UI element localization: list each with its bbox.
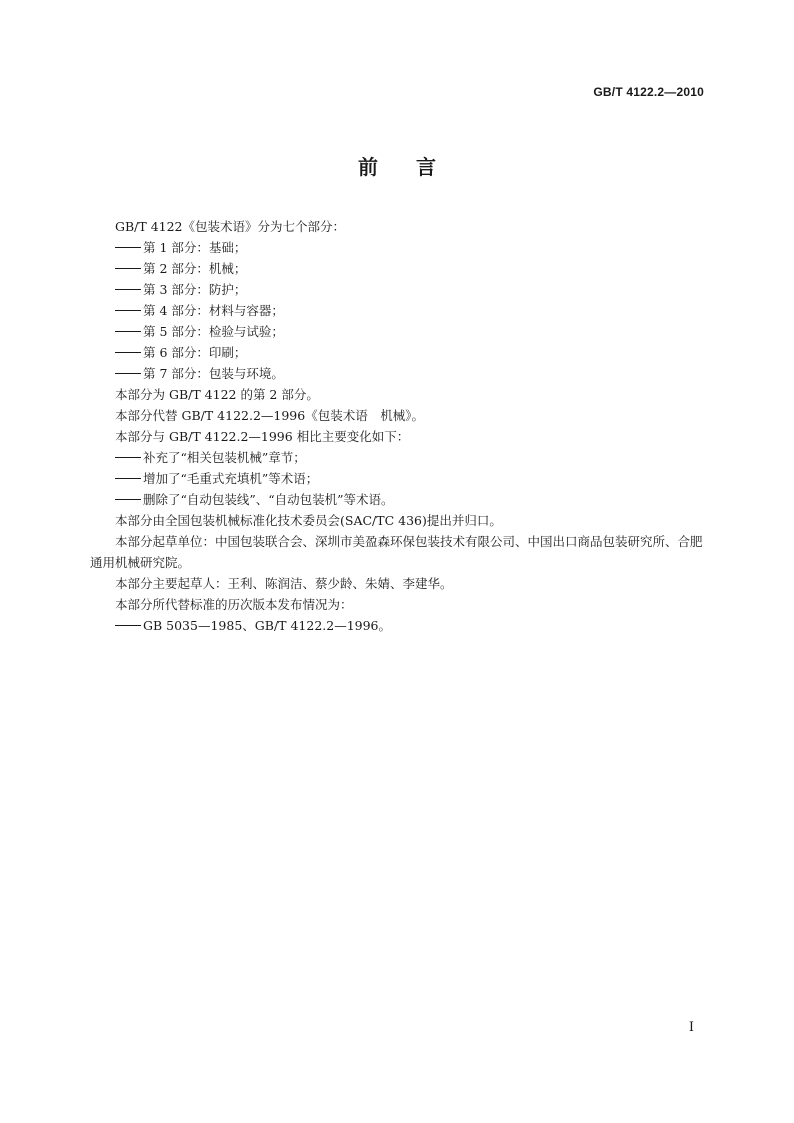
dash-marker bbox=[115, 373, 141, 375]
list-item-history: GB 5035—1985、GB/T 4122.2—1996。 bbox=[90, 615, 708, 636]
list-item-change-2: 增加了“毛重式充填机”等术语； bbox=[90, 468, 708, 489]
list-item-change-1: 补充了“相关包装机械”章节； bbox=[90, 447, 708, 468]
list-item-part-4: 第 4 部分：材料与容器； bbox=[90, 300, 708, 321]
list-item-part-2: 第 2 部分：机械； bbox=[90, 258, 708, 279]
paragraph-changes-intro: 本部分与 GB/T 4122.2—1996 相比主要变化如下： bbox=[115, 429, 410, 444]
dash-marker bbox=[115, 268, 141, 270]
list-item-part-5: 第 5 部分：检验与试验； bbox=[90, 321, 708, 342]
dash-marker bbox=[115, 289, 141, 291]
list-item-change-3: 删除了“自动包装线”、“自动包装机”等术语。 bbox=[90, 489, 708, 510]
dash-marker bbox=[115, 457, 141, 459]
standard-number: GB/T 4122.2—2010 bbox=[593, 85, 704, 99]
paragraph-proposed-by: 本部分由全国包装机械标准化技术委员会(SAC/TC 436)提出并归口。 bbox=[115, 513, 502, 528]
dash-marker bbox=[115, 331, 141, 333]
dash-marker bbox=[115, 310, 141, 312]
paragraph-drafting-units: 本部分起草单位：中国包装联合会、深圳市美盈森环保包装技术有限公司、中国出口商品包装研究所、合肥通用机械研究院。 bbox=[90, 534, 703, 570]
paragraph-history-intro: 本部分所代替标准的历次版本发布情况为： bbox=[115, 597, 353, 612]
paragraph-replaces: 本部分代替 GB/T 4122.2—1996《包装术语 机械》。 bbox=[115, 408, 424, 423]
list-item-part-3: 第 3 部分：防护； bbox=[90, 279, 708, 300]
list-item-part-1: 第 1 部分：基础； bbox=[90, 237, 708, 258]
paragraph-parts-intro: GB/T 4122《包装术语》分为七个部分： bbox=[115, 219, 346, 234]
dash-marker bbox=[115, 499, 141, 501]
list-item-part-7: 第 7 部分：包装与环境。 bbox=[90, 363, 708, 384]
dash-marker bbox=[115, 247, 141, 249]
list-item-part-6: 第 6 部分：印刷； bbox=[90, 342, 708, 363]
dash-marker bbox=[115, 352, 141, 354]
paragraph-this-part: 本部分为 GB/T 4122 的第 2 部分。 bbox=[115, 387, 319, 402]
page-title: 前言 bbox=[358, 155, 474, 179]
foreword-body bbox=[90, 216, 708, 636]
dash-marker bbox=[115, 478, 141, 480]
paragraph-drafters: 本部分主要起草人：王利、陈润洁、蔡少龄、朱婧、李建华。 bbox=[115, 576, 453, 591]
dash-marker bbox=[115, 625, 141, 627]
page-number: I bbox=[688, 1020, 694, 1035]
